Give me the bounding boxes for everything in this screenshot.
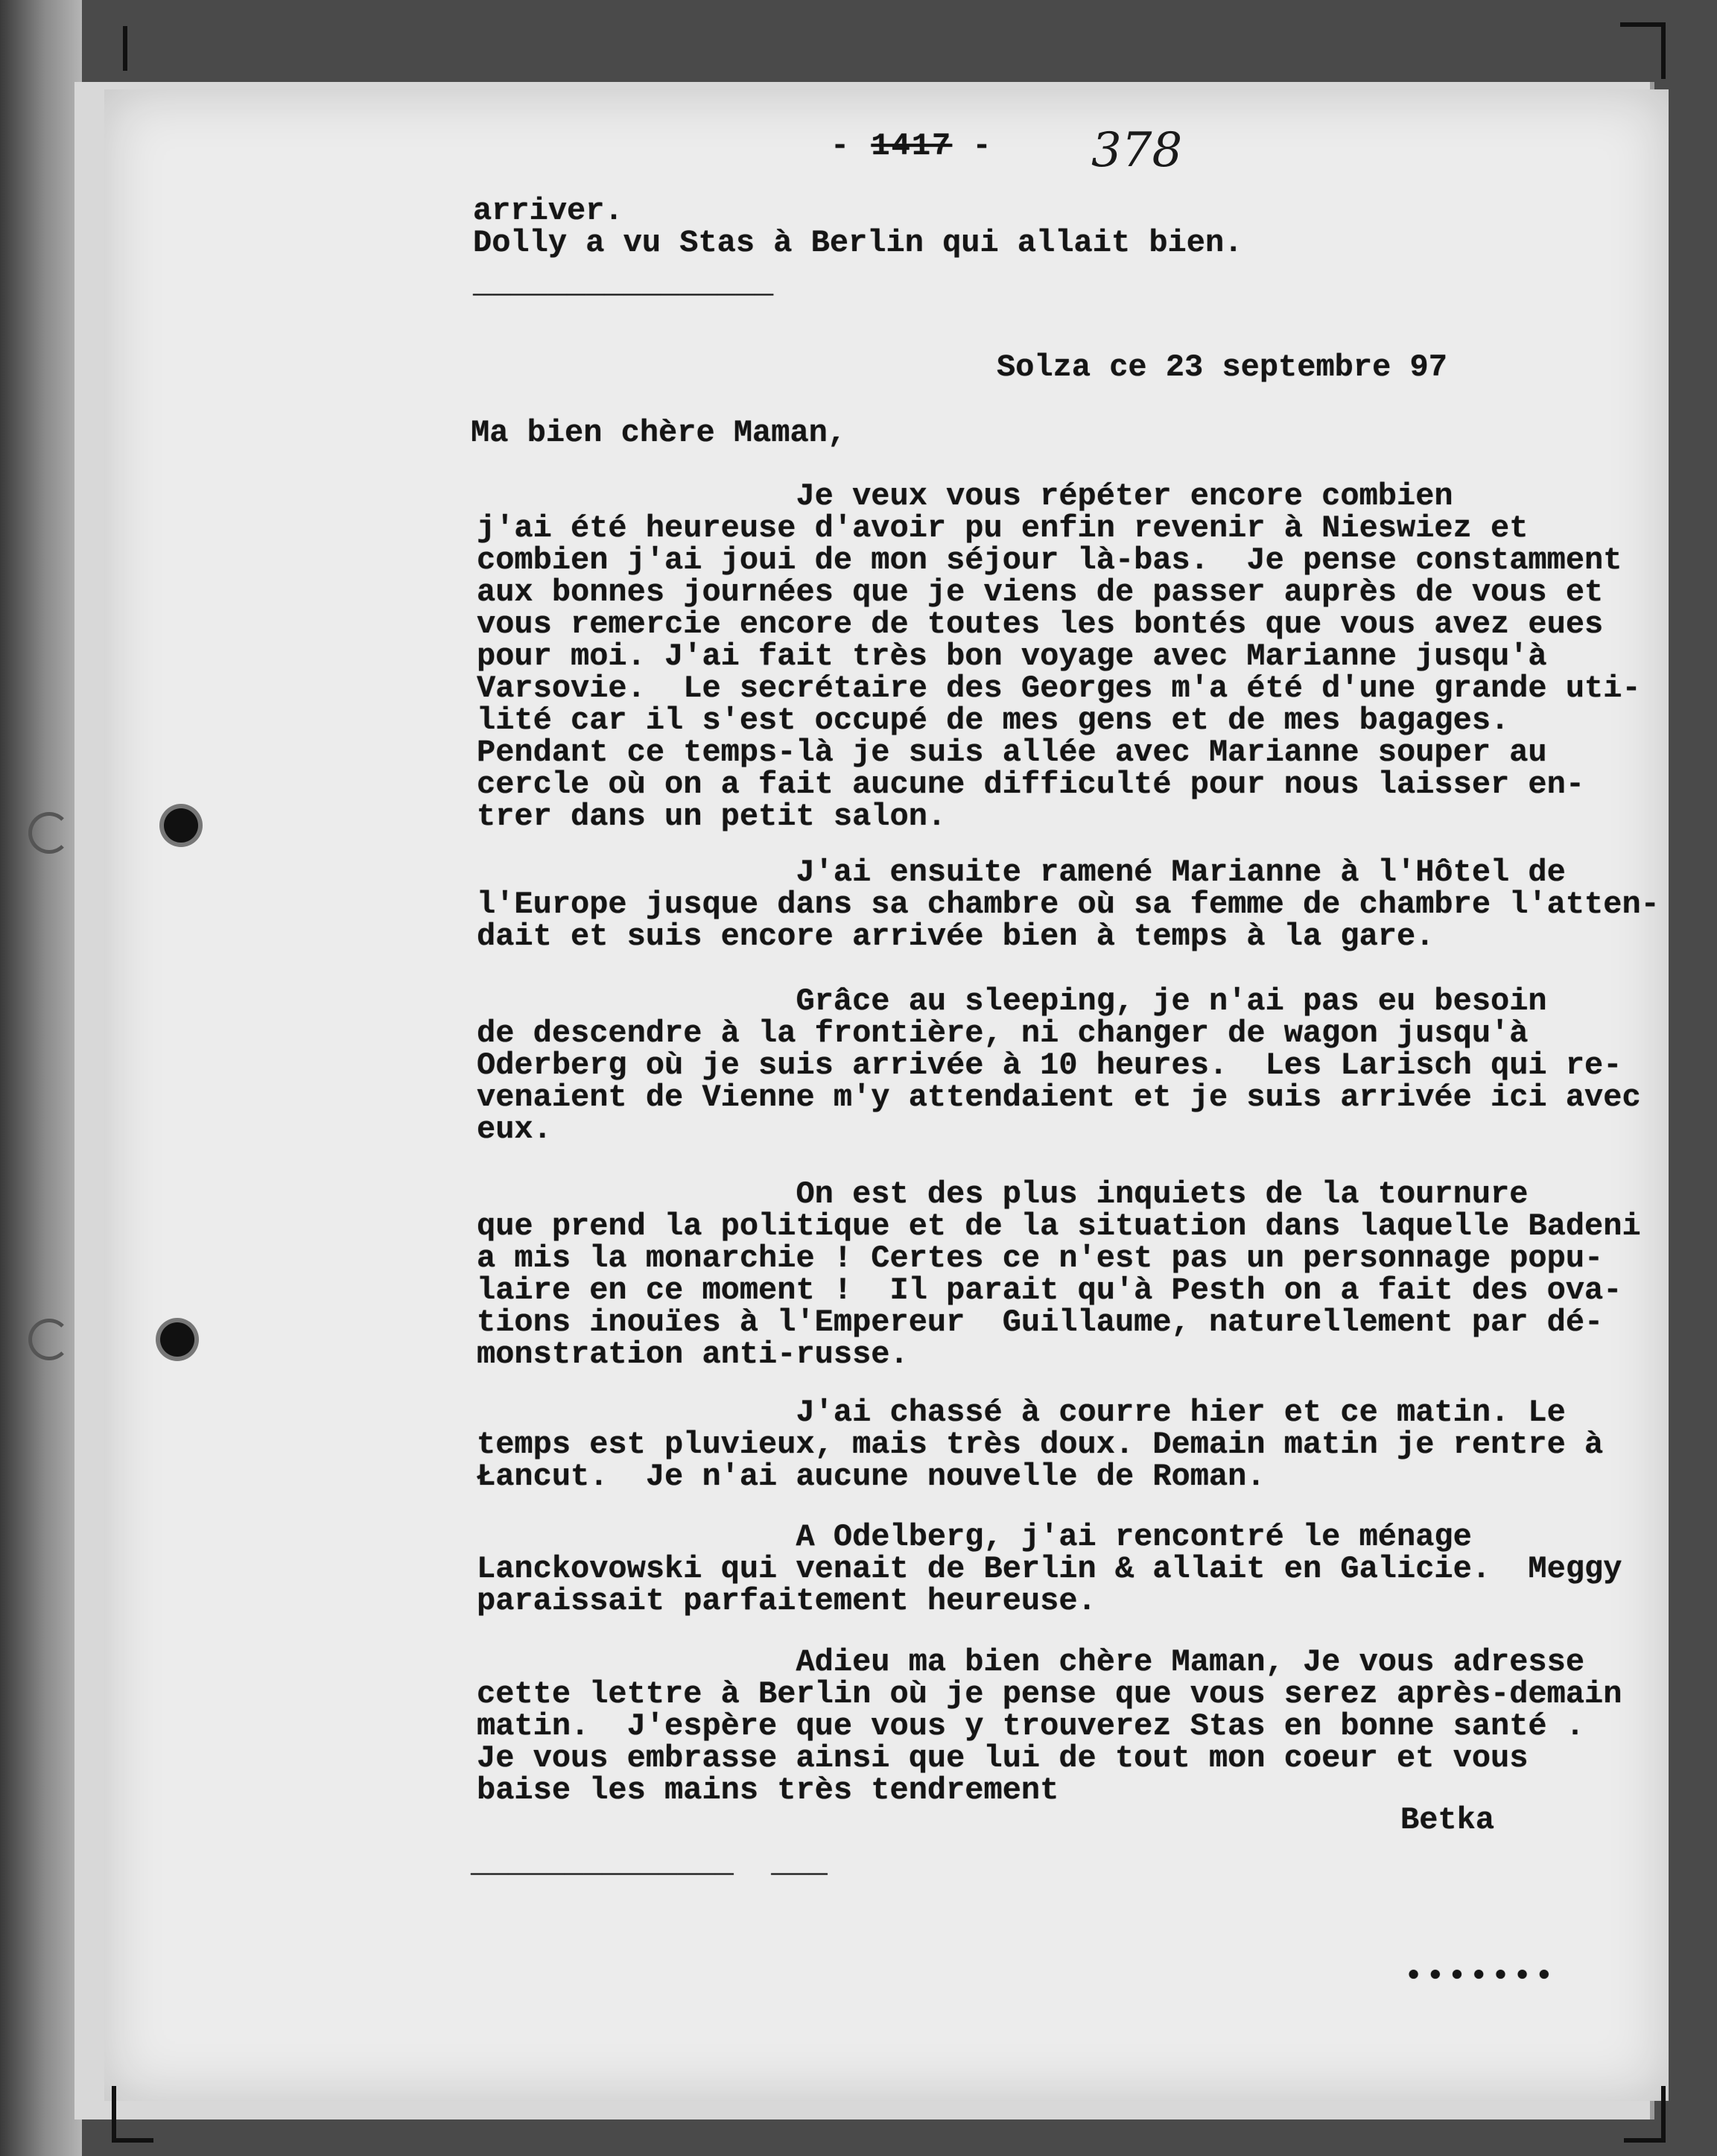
letter-line: Je veux vous répéter encore combien — [477, 478, 1453, 514]
letter-line: a mis la monarchie ! Certes ce n'est pas un personnage popu- — [477, 1240, 1604, 1276]
letter-line: tions inouïes à l'Empereur Guillaume, naturellement par dé- — [477, 1304, 1604, 1340]
letter-line: Pendant ce temps-là je suis allée avec Marianne souper au — [477, 735, 1547, 770]
letter-line: cercle où on a fait aucune difficulté pour nous laisser en- — [477, 767, 1585, 802]
separator-bottom: ______________ ___ — [471, 1845, 828, 1881]
letter-line: paraissait parfaitement heureuse. — [477, 1583, 1096, 1619]
letter-line: A Odelberg, j'ai rencontré le ménage — [477, 1519, 1472, 1555]
previous-letter-line: Dolly a vu Stas à Berlin qui allait bien. — [473, 225, 1243, 261]
letter-line: venaient de Vienne m'y attendaient et je suis arrivée ici avec — [477, 1079, 1641, 1115]
letter-line: lité car il s'est occupé de mes gens et de mes bagages. — [477, 703, 1510, 738]
letter-line: dait et suis encore arrivée bien à temps à la gare. — [477, 919, 1435, 954]
letter-line: Łancut. Je n'ai aucune nouvelle de Roman. — [477, 1459, 1266, 1494]
letter-line: temps est pluvieux, mais très doux. Demain matin je rentre à — [477, 1427, 1604, 1462]
letter-line: vous remercie encore de toutes les bontés que vous avez eues — [477, 606, 1604, 642]
letter-line: trer dans un petit salon. — [477, 799, 947, 834]
salutation: Ma bien chère Maman, — [471, 415, 847, 451]
punch-hole-icon — [160, 1322, 194, 1357]
letter-line: Oderberg où je suis arrivée à 10 heures. Les Larisch qui re- — [477, 1047, 1622, 1083]
crop-mark-bottom-left — [112, 2086, 153, 2143]
letter-line: pour moi. J'ai fait très bon voyage avec Marianne jusqu'à — [477, 638, 1547, 674]
letter-line: On est des plus inquiets de la tournure — [477, 1176, 1529, 1212]
letter-line: j'ai été heureuse d'avoir pu enfin revenir à Nieswiez et — [477, 510, 1529, 546]
letter-line: l'Europe jusque dans sa chambre où sa femme de chambre l'atten- — [477, 887, 1660, 922]
letter-line: baise les mains très tendrement — [477, 1772, 1059, 1808]
letter-line: J'ai ensuite ramené Marianne à l'Hôtel de — [477, 855, 1566, 890]
letter-line: laire en ce moment ! Il parait qu'à Pesth on a fait des ova- — [477, 1272, 1622, 1308]
binder-ring-icon — [28, 1319, 70, 1360]
letter-line: Lanckovowski qui venait de Berlin & allait en Galicie. Meggy — [477, 1551, 1622, 1587]
letter-line: Grâce au sleeping, je n'ai pas eu besoin — [477, 983, 1547, 1019]
dateline: Solza ce 23 septembre 97 — [997, 349, 1447, 385]
binder-ring-icon — [28, 812, 70, 854]
crop-mark-top-right — [1620, 22, 1666, 79]
scanner-edge — [0, 0, 82, 2156]
letter-line: de descendre à la frontière, ni changer de wagon jusqu'à — [477, 1015, 1529, 1051]
signature: Betka — [1400, 1802, 1495, 1838]
letter-line: aux bonnes journées que je viens de passer auprès de vous et — [477, 574, 1604, 610]
letter-line: monstration anti-russe. — [477, 1337, 909, 1372]
previous-letter-line: arriver. — [473, 193, 623, 229]
letter-line: J'ai chassé à courre hier et ce matin. Le — [477, 1395, 1566, 1430]
letter-line: cette lettre à Berlin où je pense que vous serez après-demain — [477, 1676, 1622, 1712]
letter-line: que prend la politique et de la situation dans laquelle Badeni — [477, 1208, 1641, 1244]
crop-mark-bottom-right — [1624, 2086, 1666, 2143]
letter-line: combien j'ai joui de mon séjour là-bas. Je pense constamment — [477, 542, 1622, 578]
letter-line: Varsovie. Le secrétaire des Georges m'a été d'une grande uti- — [477, 670, 1641, 706]
page-number: - 1417 - — [831, 128, 993, 164]
crop-mark-top-left — [123, 26, 180, 71]
end-dots: ••••••• — [1404, 1959, 1557, 1994]
punch-hole-icon — [164, 808, 198, 843]
separator-top: ________________ — [473, 266, 774, 302]
letter-line: Adieu ma bien chère Maman, Je vous adresse — [477, 1644, 1585, 1680]
handwritten-page-number: 378 — [1091, 123, 1183, 178]
letter-line: eux. — [477, 1112, 552, 1147]
letter-line: Je vous embrasse ainsi que lui de tout mon coeur et vous — [477, 1740, 1529, 1776]
letter-line: matin. J'espère que vous y trouverez Stas en bonne santé . — [477, 1708, 1585, 1744]
